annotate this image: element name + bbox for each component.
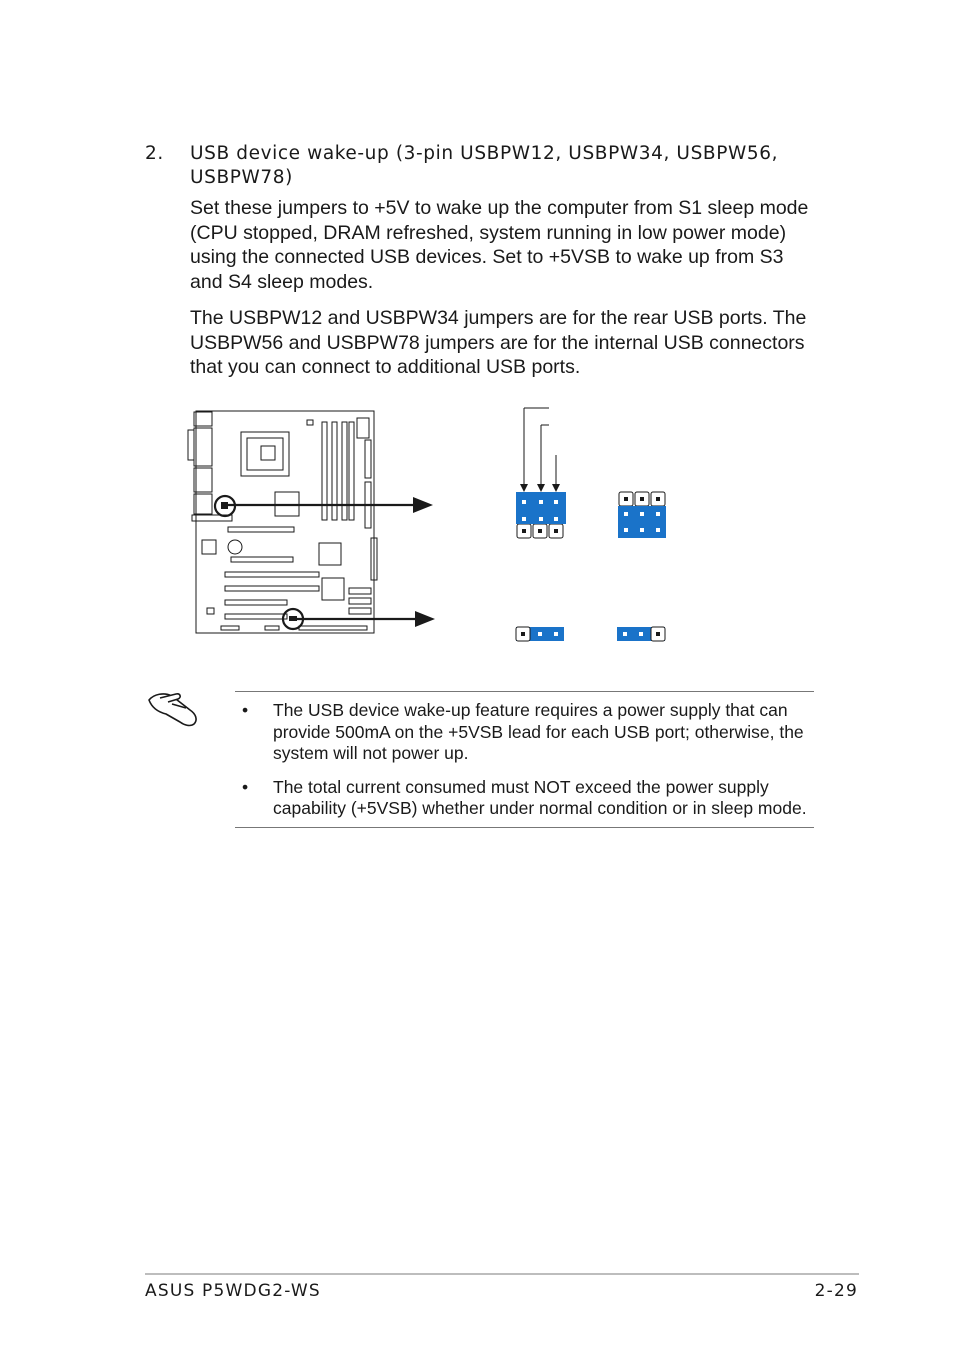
note-text-current-limit: The total current consumed must NOT exceed the power supply capability (+5VSB) whether under normal condition or in sleep mode. [273,776,807,818]
paragraph-jumper-locations: The USBPW12 and USBPW34 jumpers are for the rear USB ports. The USBPW56 and USBPW78 jumpers are for the internal USB connectors that you can connect to additional USB ports. [190,307,807,378]
footer-page-number: 2-29 [814,1281,858,1301]
note-top-rule [235,691,814,692]
hand-note-icon [146,688,202,728]
note-text-power-supply: The USB device wake-up feature requires a power supply that can provide 500mA on the +5VSB lead for each USB port; otherwise, the system will not power up. [273,700,804,763]
bullet-marker: • [242,776,249,797]
bullet-marker: • [242,700,249,720]
footer-rule [145,1273,859,1275]
motherboard-layout-icon [185,400,685,650]
footer-product-name: ASUS P5WDG2-WS [145,1281,321,1301]
note-item [235,700,820,765]
section-title: USB device wake-up (3-pin USBPW12, USBPW34, USBPW56, USBPW78) [190,143,779,188]
section-number: 2. [145,143,164,164]
paragraph-wake-modes: Set these jumpers to +5V to wake up the computer from S1 sleep mode (CPU stopped, DRAM refreshed, system running in low power mode) using the connected USB devices. Set to +5VSB to wake up from S3 and S4 sleep modes. [190,197,809,293]
note-item [235,777,820,820]
note-list [235,700,820,832]
note-bottom-rule [235,827,814,828]
